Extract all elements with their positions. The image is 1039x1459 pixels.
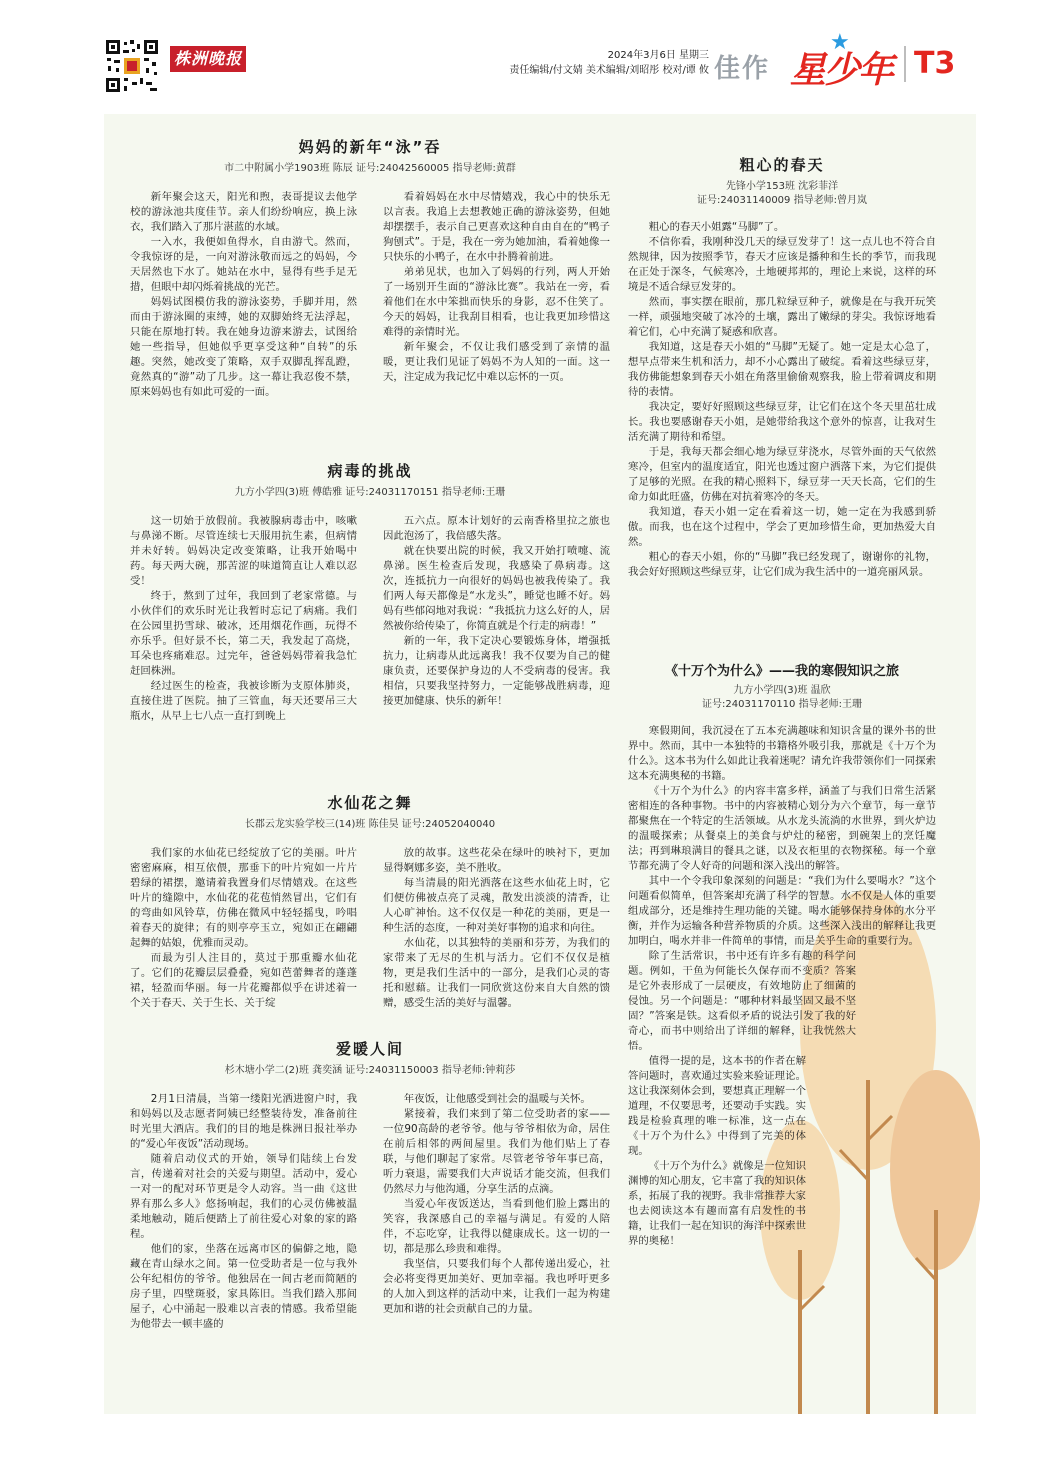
article-virus-challenge: [130, 460, 610, 724]
paragraph: 新年聚会这天，阳光和煦，表哥提议去他学校的游泳池共度佳节。亲人们纷纷响应，换上泳衣，我们踏入了那片湛蓝的水域。: [130, 191, 357, 233]
paragraph: 不信你看，我刚种没几天的绿豆发芽了！这一点儿也不符合自然规律，因为按照季节，春天才应该是播种和生长的季节，而我现在正处于深冬，气候寒冷，土地硬邦邦的，理论上来说，这样的环境是不适合绿豆发芽的。: [628, 236, 936, 293]
paragraph: 放的故事。这些花朵在绿叶的映衬下，更加显得婀娜多姿，美不胜收。: [383, 847, 610, 874]
paragraph: 紧接着，我们来到了第二位受助者的家——一位90高龄的老爷爷。他与爷爷相依为命，居住在前后相邻的两间屋里。我们为他们贴上了春联，与他们聊起了家常。尽管老爷爷年事已高，听力衰退，需要我们大声说话才能交流，但我们仍然尽力与他沟通，分享生活的点滴。: [383, 1108, 610, 1195]
paragraph: 就在快要出院的时候，我又开始打喷嚏、流鼻涕。医生检查后发现，我感染了鼻病毒。这次，连抵抗力一向很好的妈妈也被我传染了。我们两人每天都像是“水龙头”，睡觉也睡不好。妈妈有些郁闷地对我说：“我抵抗力这么好的人，居然被你给传染了，你简直就是个行走的病毒！”: [383, 545, 610, 632]
article-title: 《十万个为什么》——我的寒假知识之旅: [664, 664, 899, 679]
article-title: 水仙花之舞: [327, 794, 413, 812]
article-hundred-thousand-whys: [628, 660, 936, 1249]
issue-editors: 责任编辑/付文婧 美术编辑/刘昭彤 校对/谭 攸: [509, 65, 709, 76]
article-column: [628, 220, 936, 580]
article-title: 妈妈的新年“泳”吞: [298, 138, 442, 156]
page-number: T3: [914, 46, 956, 81]
paragraph: 《十万个为什么》的内容丰富多样，涵盖了与我们日常生活紧密相连的各种事物。书中的内容被精心划分为六个章节，每一章节都聚焦在一个特定的生活领域。从水龙头流淌的水世界，到火炉边的温暖探索；从餐桌上的美食与炉灶的秘密，到碗架上的烹饪魔法；再到琳琅满目的餐具之谜，以及衣柜里的衣物探秘。每一个章节都充满了令人好奇的问题和深入浅出的解答。: [628, 785, 936, 872]
newspaper-logo: 株洲晚报: [170, 46, 246, 72]
article-column: [383, 1092, 610, 1332]
article-column: [383, 190, 610, 400]
article-column: [130, 190, 357, 400]
paragraph: 一入水，我便如鱼得水，自由游弋。然而，令我惊讶的是，一向对游泳敬而远之的妈妈，今天居然也下水了。她站在水中，显得有些手足无措，但眼中却闪烁着挑战的光芒。: [130, 236, 357, 293]
paragraph: 看着妈妈在水中尽情嬉戏，我心中的快乐无以言表。我追上去想教她正确的游泳姿势，但她却摆摆手，表示自己更喜欢这种自由自在的“鸭子狗刨式”。于是，我在一旁为她加油，看着她像一只快乐的小鸭子，在水中扑腾着前进。: [383, 191, 610, 263]
paragraph: 五六点。原本计划好的云南香格里拉之旅也因此泡汤了，我倍感失落。: [383, 515, 610, 542]
paragraph: 年夜饭，让他感受到社会的温暖与关怀。: [403, 1093, 591, 1105]
article-byline: [628, 180, 936, 208]
article-byline: 长郡云龙实验学校三(14)班 陈佳昊 证号:24052040040: [244, 819, 496, 830]
article-love-warms-world: [130, 1038, 610, 1332]
paragraph: 2月1日清晨，当第一缕阳光洒进窗户时，我和妈妈以及志愿者阿姨已经整装待发，准备前往时光里大酒店。我们的目的地是株洲日报社举办的“爱心年夜饭”活动现场。: [130, 1093, 357, 1150]
masthead: [0, 0, 1039, 100]
paragraph: 每当清晨的阳光洒落在这些水仙花上时，它们便仿佛被点亮了灵魂，散发出淡淡的清香，让人心旷神怡。这不仅仅是一种花的美丽，更是一种生活的态度，一种对美好事物的追求和向往。: [383, 877, 610, 934]
paragraph: 终于，熬到了过年，我回到了老家常德。与小伙伴们的欢乐时光让我暂时忘记了病痛。我们在公园里扔雪球、破冰，还用烟花作画，玩得不亦乐乎。但好景不长，第二天，我发起了高烧，耳朵也疼痛难忍。过完年，爸爸妈妈带着我急忙赶回株洲。: [130, 590, 357, 677]
article-column: [130, 1092, 357, 1332]
divider: [904, 46, 906, 82]
byline-cert: 证号:24031170110 指导老师:王珊: [702, 699, 862, 710]
article-title: 病毒的挑战: [327, 462, 413, 480]
article-byline: [628, 684, 936, 712]
paragraph: 妈妈试图模仿我的游泳姿势，手脚并用，然而由于游泳圈的束缚，她的双脚始终无法浮起，只能在原地打转。我在她身边游来游去，试图给她一些指导，但她似乎更享受这种“自转”的乐趣。突然，她改变了策略，双手双脚乱挥乱蹬，竟然真的“游”动了几步。这一幕让我忍俊不禁，原来妈妈也有如此可爱的一面。: [130, 296, 357, 398]
article-byline: 九方小学四(3)班 傅皓雅 证号:24031170151 指导老师:王珊: [234, 487, 506, 498]
paragraph: 他们的家，坐落在远离市区的偏僻之地，隐藏在青山绿水之间。第一位受助者是一位与我外公年纪相仿的爷爷。他独居在一间古老而简陋的房子里，四壁斑驳，家具陈旧。当我们踏入那间屋子，心中涌起一股难以言表的情感。我希望能为他带去一顿丰盛的: [130, 1243, 357, 1330]
paragraph: 《十万个为什么》就像是一位知识渊博的知心朋友，它丰富了我的知识体系，拓展了我的视野。我非常推荐大家也去阅读这本有趣而富有启发性的书籍，让我们一起在知识的海洋中探索世界的奥秘！: [628, 1160, 806, 1247]
article-mothers-swim: [130, 136, 610, 400]
article-column: [383, 514, 610, 724]
paragraph: 我知道，这是春天小姐的“马脚”无疑了。她一定是太心急了，想早点带来生机和活力，却不小心露出了破绽。看着这些绿豆芽，我仿佛能想象到春天小姐在角落里偷偷观察我，脸上带着调皮和期待的表情。: [628, 341, 936, 398]
paragraph: 寒假期间，我沉浸在了五本充满趣味和知识含量的课外书的世界中。然而，其中一本独特的书籍格外吸引我，那就是《十万个为什么》。这本书为什么如此让我着迷呢？请允许我带领你们一同探索这本充满奥秘的书籍。: [628, 725, 936, 782]
article-column: [628, 724, 936, 1249]
paragraph: 其中一个令我印象深刻的问题是：“我们为什么要喝水？”这个问题看似简单，但答案却充满了科学的智慧。水不仅是人体的重要组成部分，还是维持生理功能的关键。喝水能够保持身体的水分平衡，并作为运输各种营养物质的介质。这些深入浅出的解释让我更加明白，喝水并非一件简单的事情，而是关乎生命的重要行为。: [628, 875, 936, 947]
paragraph: 于是，我每天都会细心地为绿豆芽浇水，尽管外面的天气依然寒冷，但室内的温度适宜，阳光也透过窗户洒落下来，为它们提供了足够的光照。在我的精心照料下，绿豆芽一天天长高，它们的生命力如此旺盛，仿佛在对抗着寒冷的冬天。: [628, 446, 936, 503]
paragraph: 当爱心年夜饭送达，当看到他们脸上露出的笑容，我深感自己的幸福与满足。有爱的人陪伴，不忘吃穿，让我得以健康成长。这一切的一切，都是那么珍贵和难得。: [383, 1198, 610, 1255]
article-title: 爱暖人间: [335, 1040, 404, 1058]
paragraph: 值得一提的是，这本书的作者在解答问题时，喜欢通过实验来验证理论。这让我深刻体会到，要想真正理解一个道理，不仅要思考，还要动手实践。实践是检验真理的唯一标准，这一点在《十万个为什么》中得到了完美的体现。: [628, 1055, 806, 1157]
issue-date: 2024年3月6日 星期三: [607, 50, 709, 61]
article-column: [383, 846, 610, 1011]
paragraph: 新的一年，我下定决心要锻炼身体，增强抵抗力，让病毒从此远离我！我不仅要为自己的健康负责，还要保护身边的人不受病毒的侵害。我相信，只要我坚持努力，一定能够战胜病毒，迎接更加健康、快乐的新年！: [383, 635, 610, 707]
paragraph: 粗心的春天小姐露“马脚”了。: [648, 221, 785, 233]
byline-author: 九方小学四(3)班 温欣: [733, 685, 831, 696]
column-brand: 星少年: [790, 49, 893, 91]
byline-cert: 证号:24031140009 指导老师:曾月岚: [697, 195, 867, 206]
paragraph: 我知道，春天小姐一定在看着这一切，她一定在为我感到骄傲。而我，也在这个过程中，学会了更加珍惜生命，更加热爱大自然。: [628, 506, 936, 548]
article-byline: 市二中附属小学1903班 陈辰 证号:24042560005 指导老师:黄群: [224, 163, 516, 174]
star-icon: ★: [830, 30, 850, 55]
paragraph: 随着启动仪式的开始，领导们陆续上台发言，传递着对社会的关爱与期望。活动中，爱心一对一的配对环节更是令人动容。当一曲《这世界有那么多人》悠扬响起，我们的心灵仿佛被温柔地触动，随后便踏上了前往爱心对象的家的路程。: [130, 1153, 357, 1240]
paragraph: 弟弟见状，也加入了妈妈的行列，两人开始了一场别开生面的“游泳比赛”。我站在一旁，看着他们在水中笨拙而快乐的身影，忍不住笑了。今天的妈妈，让我刮目相看，也让我更加珍惜这难得的亲情时光。: [383, 266, 610, 338]
paragraph: 水仙花，以其独特的美丽和芬芳，为我们的家带来了无尽的生机与活力。它们不仅仅是植物，更是我们生活中的一部分，是我们心灵的寄托和慰藉。让我们一同欣赏这份来自大自然的馈赠，感受生活的美好与温馨。: [383, 937, 610, 1009]
article-careless-spring: [628, 154, 936, 580]
article-narcissus-dance: [130, 792, 610, 1011]
paragraph: 然而，事实摆在眼前，那几粒绿豆种子，就像是在与我开玩笑一样，顽强地突破了冰冷的土壤，露出了嫩绿的芽尖。我惊讶地看着它们，心中充满了疑惑和欣喜。: [628, 296, 936, 338]
section-name: 佳作: [714, 54, 771, 84]
paragraph: 除了生活常识，书中还有许多有趣的科学问题。例如，干鱼为何能长久保存而不变质？答案是它外表形成了一层硬皮，有效地防止了细菌的侵蚀。另一个问题是：“哪种材料最坚固又最不坚固？”答案是铁。这看似矛盾的说法引发了我的好奇心，而书中则给出了详细的解释，让我恍然大悟。: [628, 950, 856, 1052]
paragraph: 新年聚会，不仅让我们感受到了亲情的温暖，更让我们见证了妈妈不为人知的一面。这一天，注定成为我记忆中难以忘怀的一页。: [383, 341, 610, 383]
paragraph: 我决定，要好好照顾这些绿豆芽，让它们在这个冬天里茁壮成长。我也要感谢春天小姐，是她带给我这个意外的惊喜，让我对生活充满了期待和希望。: [628, 401, 936, 443]
article-column: [130, 846, 357, 1011]
paragraph: 我坚信，只要我们每个人都传递出爱心，社会必将变得更加美好、更加幸福。我也呼吁更多的人加入到这样的活动中来，让我们一起为构建更加和谐的社会贡献自己的力量。: [383, 1258, 610, 1315]
paragraph: 经过医生的检查，我被诊断为支原体肺炎，直接住进了医院。抽了三管血，每天还要吊三大瓶水，从早上七八点一直打到晚上: [130, 680, 357, 722]
byline-author: 先锋小学153班 沈彩菲洋: [725, 181, 839, 192]
paragraph: 我们家的水仙花已经绽放了它的美丽。叶片密密麻麻，相互依偎，那垂下的叶片宛如一片片碧绿的裙摆，邀请着我置身们尽情嬉戏。在这些叶片的缝隙中，水仙花的花苞悄然冒出，它们有的弯曲如风铃草，仿佛在微风中轻轻摇曳，吟唱着春天的旋律；有的则亭亭玉立，宛如正在翩翩起舞的姑娘，优雅而灵动。: [130, 847, 357, 949]
issue-info: [309, 48, 709, 78]
article-column: [130, 514, 357, 724]
paragraph: 粗心的春天小姐，你的“马脚”我已经发现了，谢谢你的礼物，我会好好照顾这些绿豆芽，让它们成为我生活中的一道亮丽风景。: [628, 551, 936, 578]
paragraph: 这一切始于放假前。我被腺病毒击中，咳嗽与鼻涕不断。尽管连续七天服用抗生素，但病情并未好转。妈妈决定改变策略，让我开始喝中药。每天两大碗，那苦涩的味道简直让人难以忍受！: [130, 515, 357, 587]
paragraph: 而最为引人注目的，莫过于那重瓣水仙花了。它们的花瓣层层叠叠，宛如芭蕾舞者的蓬蓬裙，轻盈而华丽。每一片花瓣都似乎在讲述着一个关于春天、关于生长、关于绽: [130, 952, 357, 1009]
article-title: 粗心的春天: [739, 156, 825, 174]
qr-code[interactable]: [104, 38, 160, 94]
article-byline: 杉木塘小学二(2)班 龚奕涵 证号:24031150003 指导老师:钟莉莎: [224, 1065, 516, 1076]
